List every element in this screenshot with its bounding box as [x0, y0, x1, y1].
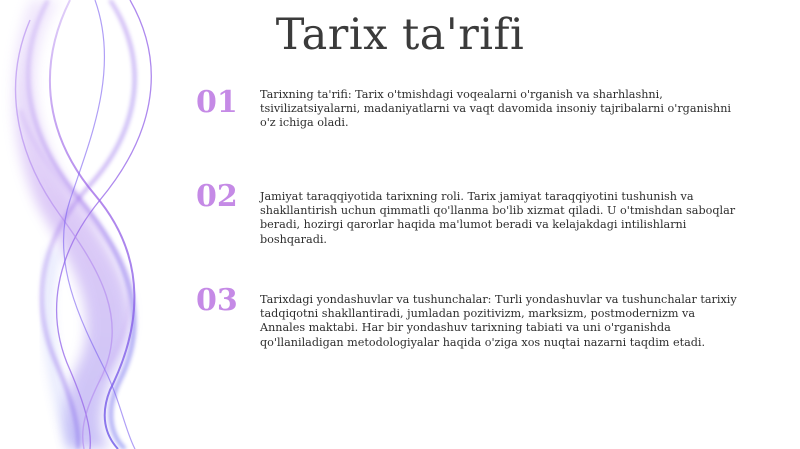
item-text: Jamiyat taraqqiyotida tarixning roli. Tarix jamiyat taraqqiyotini tushunish va shakllantirish uchun qimmatli qo'llanma bo'lib xizmat qiladi. U o'tmishdan saboqlar beradi, hozirgi qarorlar haqida ma'lumot beradi va kelajakdagi intilishlarni boshqaradi. [260, 190, 736, 246]
item-text: Tarixdagi yondashuvlar va tushunchalar: Turli yondashuvlar va tushunchalar tarixiy tadqiqotni shakllantiradi, jumladan pozitivizm, marksizm, postmodernizm va Annales maktabi. Har bir yondashuv tarixning tabiati va uni o'rganishda qo'llaniladigan metodologiyalar haqida o'ziga xos nuqtai nazarni taqdim etadi. [260, 293, 737, 349]
item-number: 03 [196, 283, 238, 318]
slide-title: Tarix ta'rifi [275, 10, 525, 60]
purple-smoke-decoration [0, 0, 200, 449]
item-number: 02 [196, 179, 238, 214]
item-text: Tarixning ta'rifi: Tarix o'tmishdagi voqealarni o'rganish va sharhlashni, tsivilizatsiyalarni, madaniyatlarni va vaqt davomida insoniy tajribalarni o'rganishni o'z ichiga oladi. [260, 88, 732, 130]
item-number: 01 [196, 85, 238, 120]
